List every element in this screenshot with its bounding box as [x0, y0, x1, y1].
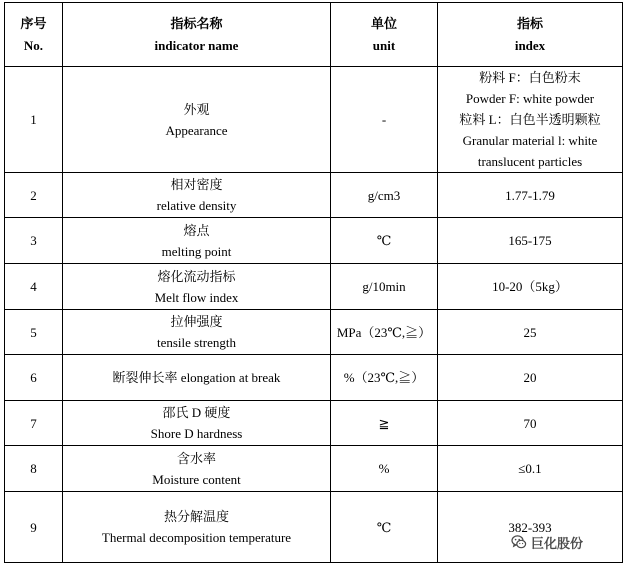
- cell-no: 8: [5, 446, 63, 492]
- header-index-zh: 指标: [516, 15, 543, 31]
- cell-unit: ℃: [331, 218, 438, 264]
- cell-name: [63, 173, 331, 218]
- header-unit-en: unit: [372, 37, 396, 53]
- header-no-en: No.: [23, 37, 44, 53]
- wechat-icon: [511, 534, 527, 550]
- index-line: 粉料 F：白色粉末: [479, 70, 581, 85]
- name-zh: 熔点: [183, 222, 210, 238]
- header-index-en: index: [514, 37, 546, 53]
- cell-no: 6: [5, 355, 63, 401]
- cell-name: [63, 355, 331, 401]
- cell-no: 4: [5, 264, 63, 310]
- index-line: Powder F: white powder: [465, 91, 595, 106]
- name-zh: 相对密度: [170, 177, 223, 192]
- cell-index: 70: [438, 401, 623, 446]
- header-unit: [331, 3, 438, 67]
- header-name: [63, 3, 331, 67]
- header-no-zh: 序号: [20, 15, 47, 31]
- cell-name: [63, 446, 331, 492]
- cell-index: 10-20（5kg）: [438, 264, 623, 310]
- index-line: Granular material l: white: [462, 133, 598, 148]
- cell-no: 2: [5, 173, 63, 218]
- header-name-en: indicator name: [154, 37, 239, 53]
- header-index: [438, 3, 623, 67]
- cell-name: [63, 67, 331, 173]
- cell-no: 7: [5, 401, 63, 446]
- cell-no: 3: [5, 218, 63, 264]
- table-row: [5, 264, 623, 310]
- name-en: relative density: [156, 198, 237, 213]
- table-row: [5, 173, 623, 218]
- table-row: [5, 401, 623, 446]
- name-zh: 邵氏 D 硬度: [162, 405, 231, 420]
- name-zh: 外观: [183, 101, 210, 117]
- watermark: [511, 533, 583, 551]
- cell-index: [438, 67, 623, 173]
- cell-unit: %: [331, 446, 438, 492]
- name-zh: 熔化流动指标: [157, 268, 236, 284]
- header-unit-zh: 单位: [370, 15, 397, 31]
- cell-unit: ≧: [331, 401, 438, 446]
- cell-no: 1: [5, 67, 63, 173]
- header-name-zh: 指标名称: [170, 15, 223, 31]
- cell-unit: g/10min: [331, 264, 438, 310]
- cell-unit: -: [331, 67, 438, 173]
- cell-name: [63, 310, 331, 355]
- name-zh-en: 断裂伸长率 elongation at break: [112, 370, 281, 385]
- cell-index: 165-175: [438, 218, 623, 264]
- name-en: Moisture content: [152, 471, 241, 487]
- cell-unit: ℃: [331, 492, 438, 563]
- cell-unit: g/cm3: [331, 173, 438, 218]
- table-row: [5, 446, 623, 492]
- cell-index: 1.77-1.79: [438, 173, 623, 218]
- cell-index: 25: [438, 310, 623, 355]
- header-row: [5, 3, 623, 67]
- name-zh: 热分解温度: [163, 509, 229, 524]
- name-en: Appearance: [165, 122, 228, 138]
- cell-no: 9: [5, 492, 63, 563]
- cell-index: 20: [438, 355, 623, 401]
- name-en: Melt flow index: [154, 289, 239, 305]
- name-en: Thermal decomposition temperature: [101, 530, 292, 545]
- cell-name: [63, 401, 331, 446]
- cell-name: [63, 218, 331, 264]
- header-no: [5, 3, 63, 67]
- cell-unit: %（23℃,≧）: [331, 355, 438, 401]
- table-row: [5, 355, 623, 401]
- cell-index: ≤0.1: [438, 446, 623, 492]
- name-en: melting point: [161, 243, 232, 259]
- name-zh: 拉伸强度: [170, 314, 223, 329]
- name-en: Shore D hardness: [150, 426, 243, 441]
- spec-table: [4, 2, 623, 563]
- index-line: 粒料 L：白色半透明颗粒: [459, 112, 601, 127]
- table-row: [5, 310, 623, 355]
- cell-name: [63, 492, 331, 563]
- index-line: translucent particles: [477, 154, 583, 169]
- cell-unit: MPa（23℃,≧）: [331, 310, 438, 355]
- table-row: [5, 218, 623, 264]
- table-row: [5, 67, 623, 173]
- cell-index: 382-393: [438, 492, 623, 563]
- name-zh: 含水率: [176, 450, 216, 466]
- cell-no: 5: [5, 310, 63, 355]
- cell-name: [63, 264, 331, 310]
- watermark-text: 巨化股份: [531, 536, 584, 552]
- table-row: [5, 492, 623, 563]
- name-en: tensile strength: [156, 335, 237, 350]
